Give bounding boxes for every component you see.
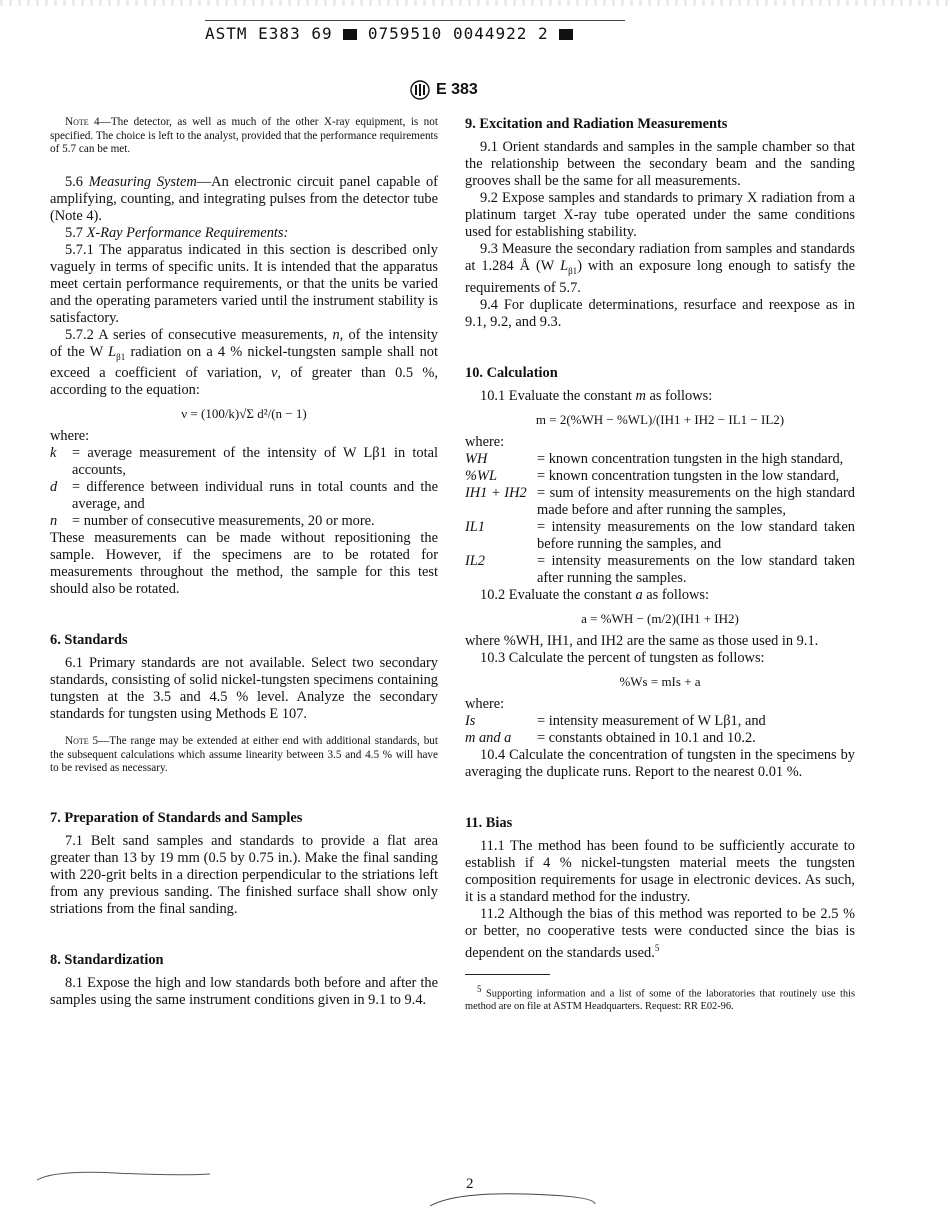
section-7-heading: 7. Preparation of Standards and Samples (50, 809, 303, 826)
page-number: 2 (466, 1176, 474, 1192)
section-11-heading: 11. Bias (465, 814, 513, 831)
equation-ws: %Ws = mIs + a (619, 673, 701, 689)
def-d: d = difference between individual runs in total counts and the average, and (50, 479, 438, 513)
doc-id-part-1: ASTM E383 69 (205, 24, 333, 43)
para-11-1: 11.1 The method has been found to be sufficiently accurate to establish if 4 % nickel-tungsten material meets the tungsten composition requirements for usage in electronic devices. As such, it is a standard method for the industry. (465, 837, 855, 905)
header-rule (205, 20, 625, 21)
para-6-1: 6.1 Primary standards are not available. Select two secondary standards, consisting of solid nickel-tungsten specimens containing tungsten at the 3.5 and 4.5 % level. Analyze the secondary standards for tungsten using Methods E 107. (50, 655, 438, 723)
section-9-heading: 9. Excitation and Radiation Measurements (465, 116, 728, 132)
where-label-right-2: where: (465, 695, 505, 712)
footnote-rule (465, 974, 550, 975)
def-is: Is = intensity measurement of W Lβ1, and (465, 712, 766, 729)
astm-seal-icon (410, 80, 430, 100)
para-10-4: 10.4 Calculate the concentration of tungsten in the specimens by averaging the duplicate runs. Report to the nearest 0.01 %. (465, 746, 855, 780)
para-measurements: These measurements can be made without repositioning the sample. However, if the specimens are to be rotated for measurements throughout the method, the sample for this test should also be rotated. (50, 530, 438, 598)
para-11-2: 11.2 Although the bias of this method was reported to be 2.5 % or better, no cooperative tests were conducted since the bias is dependent on the standards used.$^5$ (465, 905, 855, 961)
def-m-a: m and a = constants obtained in 10.1 and 10.2. (465, 729, 756, 746)
para-5-7-1: 5.7.1 The apparatus indicated in this section is described only vaguely in terms of specific units. It is intended that the apparatus meet certain performance requirements, or that the units be varied and the operating parameters varied until the instrument stability is satisfactory. (50, 241, 438, 326)
para-9-1: 9.1 Orient standards and samples in the sample chamber so that the relationship between the secondary beam and the sanding grooves shall be the same for all measurements. (465, 139, 855, 189)
astm-logo (410, 80, 478, 100)
para-8-1: 8.1 Expose the high and low standards both before and after the samples using the same instrument conditions given in 9.1 to 9.4. (50, 974, 438, 1008)
para-10-1: 10.1 Evaluate the constant m as follows: (480, 387, 713, 404)
para-where-same: where %WH, IH1, and IH2 are the same as those used in 9.1. (465, 632, 819, 649)
def-wh: WH = known concentration tungsten in the high standard, (465, 450, 844, 467)
where-label-left: where: (50, 428, 90, 445)
def-il2: IL2 = intensity measurements on the low standard taken after running the samples. (465, 552, 855, 586)
para-7-1: 7.1 Belt sand samples and standards to provide a flat area greater than 13 by 19 mm (0.5 by 0.75 in.). Make the final sanding with 220-grit belts in a direction perpendicular to the striations left from any previous sanding. The finished surface shall show only striations from the final sanding. (50, 832, 438, 917)
definitions-10-1 (465, 451, 855, 587)
para-9-4: 9.4 For duplicate determinations, resurface and reexpose as in 9.1, 9.2, and 9.3. (465, 296, 855, 330)
scan-mark-bottom (425, 1188, 600, 1210)
equation-m: m = 2(%WH − %WL)/(IH1 + IH2 − IL1 − IL2) (535, 411, 785, 427)
black-block-icon (343, 29, 357, 40)
scan-mark-left (35, 1168, 215, 1182)
para-10-2: 10.2 Evaluate the constant a as follows: (480, 586, 710, 603)
doc-id-part-2: 0759510 0044922 2 (367, 24, 549, 43)
black-block-icon (559, 29, 573, 40)
para-5-7-2: 5.7.2 A series of consecutive measurements, n, of the intensity of the W $L_{\beta 1}$ radiation on a 4 % nickel-tungsten sample shall not exceed a coefficient of variation, ν, of greater than 0.5 %, according to the equation: (50, 326, 438, 399)
equation-a: a = %WH − (m/2)(IH1 + IH2) (581, 610, 739, 626)
def-wl: %WL = known concentration tungsten in the low standard, (465, 467, 840, 484)
note-4: Note 4—The detector, as well as much of the other X-ray equipment, is not specified. The choice is left to the analyst, provided that the performance requirements of 5.7 can be met. (50, 116, 438, 155)
para-10-3: 10.3 Calculate the percent of tungsten as follows: (480, 649, 765, 666)
para-5-7: 5.7 X-Ray Performance Requirements: (65, 224, 289, 241)
right-column (465, 116, 855, 1013)
equation-cv: ν = (100/k)√Σ d²/(n − 1) (181, 406, 307, 422)
def-n: n = number of consecutive measurements, 20 or more. (50, 513, 375, 530)
def-ih: IH1 + IH2 = sum of intensity measurements on the high standard made before and after running the samples, (465, 484, 855, 518)
left-column (50, 116, 438, 1009)
def-il1: IL1 = intensity measurements on the low standard taken before running the samples, and (465, 518, 855, 552)
def-k: k = average measurement of the intensity of W Lβ1 in total accounts, (50, 445, 438, 479)
standard-number: E 383 (436, 81, 478, 98)
para-5-6: 5.6 Measuring System—An electronic circuit panel capable of amplifying, counting, and integrating pulses from the detector tube (Note 4). (50, 173, 438, 224)
document-id-line (205, 24, 635, 43)
scan-edge-noise (0, 0, 950, 6)
section-8-heading: 8. Standardization (50, 951, 164, 968)
section-10-heading: 10. Calculation (465, 364, 558, 381)
section-6-heading: 6. Standards (50, 632, 128, 649)
footnote-5: 5 Supporting information and a list of some of the laboratories that routinely use this method are on file at ASTM Headquarters. Request: RR E02-96. (465, 983, 855, 1012)
note-5: Note 5—The range may be extended at either end with additional standards, but the subsequent calculations which assume linearity between 3.5 and 4.5 % will have to be revised as necessary. (50, 735, 438, 775)
where-label-right-1: where: (465, 433, 505, 450)
para-9-3: 9.3 Measure the secondary radiation from samples and standards at 1.284 Å (W $L_{\beta 1}$) with an exposure long enough to satisfy the requirements of 5.7. (465, 241, 855, 296)
definitions-10-3 (465, 713, 855, 747)
para-9-2: 9.2 Expose samples and standards to primary X radiation from a platinum target X-ray tube operated under the same conditions used for establishing stability. (465, 190, 855, 240)
